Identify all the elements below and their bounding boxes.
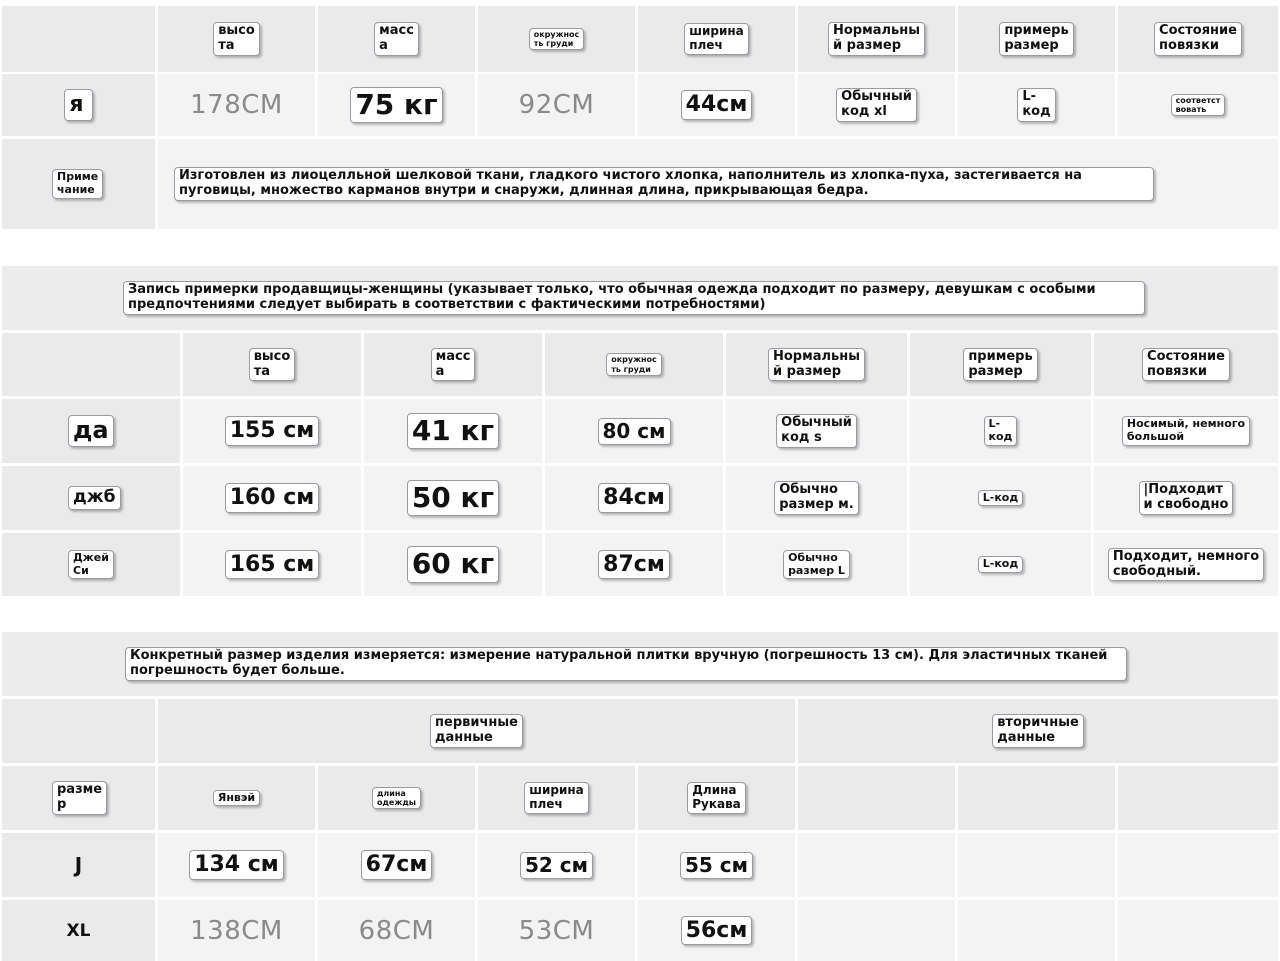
s3-cell <box>158 833 315 897</box>
s2-value-normal-size: Обычный код s <box>776 414 857 448</box>
header-shoulder-cell <box>638 6 795 72</box>
s2-value-chest: 84см <box>598 483 670 512</box>
s2-value-chest: 87см <box>598 550 670 579</box>
row-label-cell <box>2 74 155 136</box>
s3-value-shoulder: 53CM <box>518 915 595 946</box>
value-try-size: L- код <box>1017 88 1055 122</box>
s3-header-sleeve: Длина Рукава <box>687 782 746 814</box>
s2-value-height: 165 см <box>225 550 320 579</box>
s2-header-state-cell <box>1094 333 1278 396</box>
s3-group-primary: первичные данные <box>430 714 523 748</box>
header-weight-cell <box>318 6 475 72</box>
note-text: Изготовлен из лиоцелльной шелковой ткани, гладкого чистого хлопка, наполнитель из хлопка-пуха, застегивается на пуговицы, множество карманов внутри и снаружи, длинная длина, прикрывающая бедра. <box>174 167 1154 201</box>
s2-cell-height <box>183 533 361 596</box>
s2-cell-weight <box>364 533 542 596</box>
s2-cell-try-size <box>910 533 1091 596</box>
value-shoulder: 44см <box>681 90 753 119</box>
s3-cell <box>318 900 475 961</box>
cell-height <box>158 74 315 136</box>
s2-cell-weight <box>364 466 542 530</box>
s2-cell-normal-size <box>726 533 907 596</box>
s3-group-corner <box>2 699 155 763</box>
s3-group-secondary-cell <box>798 699 1278 763</box>
s2-cell-chest <box>545 466 723 530</box>
s3-size-label: разме р <box>52 781 107 815</box>
s2-header-normal-size: Нормальны й размер <box>768 348 865 382</box>
header-try-size-cell <box>958 6 1115 72</box>
s3-row-label: J <box>74 853 83 877</box>
s3-cell <box>478 900 635 961</box>
note-label-cell <box>2 139 155 229</box>
s3-value-sleeve: 55 см <box>680 852 753 879</box>
s3-header-length: длина одежды <box>372 787 421 809</box>
s3-empty-cell <box>958 833 1115 897</box>
header-corner <box>2 6 155 72</box>
s3-value-length: 67см <box>361 850 433 879</box>
s2-cell-state <box>1094 533 1278 596</box>
s2-row-label: да <box>68 415 114 447</box>
header-state: Состояние повязки <box>1154 22 1242 56</box>
s2-row-label: Джей Си <box>68 550 114 579</box>
s3-empty-cell <box>1118 900 1278 961</box>
s2-cell-weight <box>364 399 542 463</box>
s2-header-weight-cell <box>364 333 542 396</box>
s3-empty-header <box>798 766 955 830</box>
header-normal-size-cell <box>798 6 955 72</box>
s2-value-chest: 80 см <box>598 418 671 445</box>
s2-cell-state <box>1094 399 1278 463</box>
s3-cell <box>638 833 795 897</box>
s3-header-cell <box>158 766 315 830</box>
s2-cell-state <box>1094 466 1278 530</box>
value-weight: 75 кг <box>350 87 442 123</box>
s2-value-state: Подходит, немного свободный. <box>1108 548 1264 582</box>
s2-value-weight: 50 кг <box>407 480 499 516</box>
s2-row-label-cell <box>2 466 180 530</box>
s2-value-try-size: L-код <box>978 556 1023 573</box>
s3-value-shoulder: 52 см <box>520 852 593 879</box>
s2-header-height-cell <box>183 333 361 396</box>
s2-value-height: 160 см <box>225 483 320 512</box>
s2-value-weight: 60 кг <box>407 546 499 582</box>
header-height-cell <box>158 6 315 72</box>
s3-header-janvei: Янвэй <box>213 790 260 807</box>
s3-value-sleeve: 56см <box>681 916 753 945</box>
s3-group-secondary: вторичные данные <box>992 714 1084 748</box>
value-state: соответст вовать <box>1171 94 1226 116</box>
row-label-me: я <box>64 89 92 120</box>
s2-value-try-size: L- код <box>984 416 1018 445</box>
section-2-title-band <box>2 266 1278 330</box>
s2-header-corner <box>2 333 180 396</box>
header-chest: окружнос ть груди <box>529 28 585 50</box>
s3-value-length: 68CM <box>358 915 435 946</box>
header-normal-size: Нормальны й размер <box>828 22 925 56</box>
s2-value-try-size: L-код <box>978 490 1023 507</box>
s2-header-chest: окружнос ть груди <box>606 353 662 375</box>
s3-empty-cell <box>798 900 955 961</box>
header-chest-cell <box>478 6 635 72</box>
s3-header-cell <box>318 766 475 830</box>
cell-chest <box>478 74 635 136</box>
s2-header-chest-cell <box>545 333 723 396</box>
note-label: Приме чание <box>52 169 103 198</box>
s3-empty-cell <box>1118 833 1278 897</box>
s3-empty-header <box>958 766 1115 830</box>
s2-cell-height <box>183 399 361 463</box>
s2-header-weight: масс а <box>431 348 476 382</box>
s3-header-shoulder: ширина плеч <box>524 782 589 814</box>
s2-header-height: высо та <box>249 348 296 382</box>
s2-cell-chest <box>545 533 723 596</box>
s3-cell <box>638 900 795 961</box>
s2-cell-try-size <box>910 466 1091 530</box>
s2-cell-normal-size <box>726 399 907 463</box>
note-text-cell <box>158 139 1278 229</box>
cell-weight <box>318 74 475 136</box>
s2-value-state: |Подходит и свободно <box>1139 481 1234 515</box>
s3-header-cell <box>478 766 635 830</box>
s3-size-label-cell <box>2 766 155 830</box>
s2-cell-normal-size <box>726 466 907 530</box>
s2-value-height: 155 см <box>225 416 320 445</box>
header-try-size: примерь размер <box>999 22 1073 56</box>
cell-normal-size <box>798 74 955 136</box>
s3-cell <box>318 833 475 897</box>
section-3-title-band <box>2 632 1278 696</box>
s2-row-label-cell <box>2 533 180 596</box>
s2-value-normal-size: Обычно размер L <box>783 550 850 579</box>
cell-try-size <box>958 74 1115 136</box>
s3-header-cell <box>638 766 795 830</box>
header-state-cell <box>1118 6 1278 72</box>
s3-empty-cell <box>958 900 1115 961</box>
s2-row-label-cell <box>2 399 180 463</box>
header-weight: масс а <box>374 22 419 56</box>
s2-cell-try-size <box>910 399 1091 463</box>
header-height: высо та <box>213 22 260 56</box>
s3-cell <box>158 900 315 961</box>
section-2-title: Запись примерки продавщицы-женщины (указывает только, что обычная одежда подходит по размеру, девушкам с особыми предпочтениями следует выбирать в соответствии с фактическими потребностями) <box>123 281 1145 315</box>
cell-shoulder <box>638 74 795 136</box>
cell-state <box>1118 74 1278 136</box>
s2-value-normal-size: Обычно размер м. <box>774 481 858 515</box>
s3-cell <box>478 833 635 897</box>
s3-value-janvei: 134 см <box>189 850 284 879</box>
value-normal-size: Обычный код xl <box>836 88 917 122</box>
s3-value-janvei: 138CM <box>190 915 283 946</box>
s2-header-state: Состояние повязки <box>1142 348 1230 382</box>
s3-group-primary-cell <box>158 699 795 763</box>
s2-row-label: джб <box>68 486 121 510</box>
value-height: 178CM <box>190 90 283 120</box>
s2-cell-height <box>183 466 361 530</box>
value-chest: 92CM <box>518 90 595 120</box>
s3-row-label: XL <box>66 920 91 941</box>
s2-header-try-size: примерь размер <box>963 348 1037 382</box>
s3-empty-cell <box>798 833 955 897</box>
section-3-title: Конкретный размер изделия измеряется: измерение натуральной плитки вручную (погрешность 13 см). Для эластичных тканей погрешность будет больше. <box>125 647 1127 681</box>
header-shoulder: ширина плеч <box>684 23 749 55</box>
s2-header-normal-size-cell <box>726 333 907 396</box>
s2-value-weight: 41 кг <box>407 413 499 449</box>
s3-empty-header <box>1118 766 1278 830</box>
s2-header-try-size-cell <box>910 333 1091 396</box>
s3-row-label-cell <box>2 833 155 897</box>
s2-cell-chest <box>545 399 723 463</box>
s2-value-state: Носимый, немного большой <box>1122 416 1250 445</box>
s3-row-label-cell <box>2 900 155 961</box>
